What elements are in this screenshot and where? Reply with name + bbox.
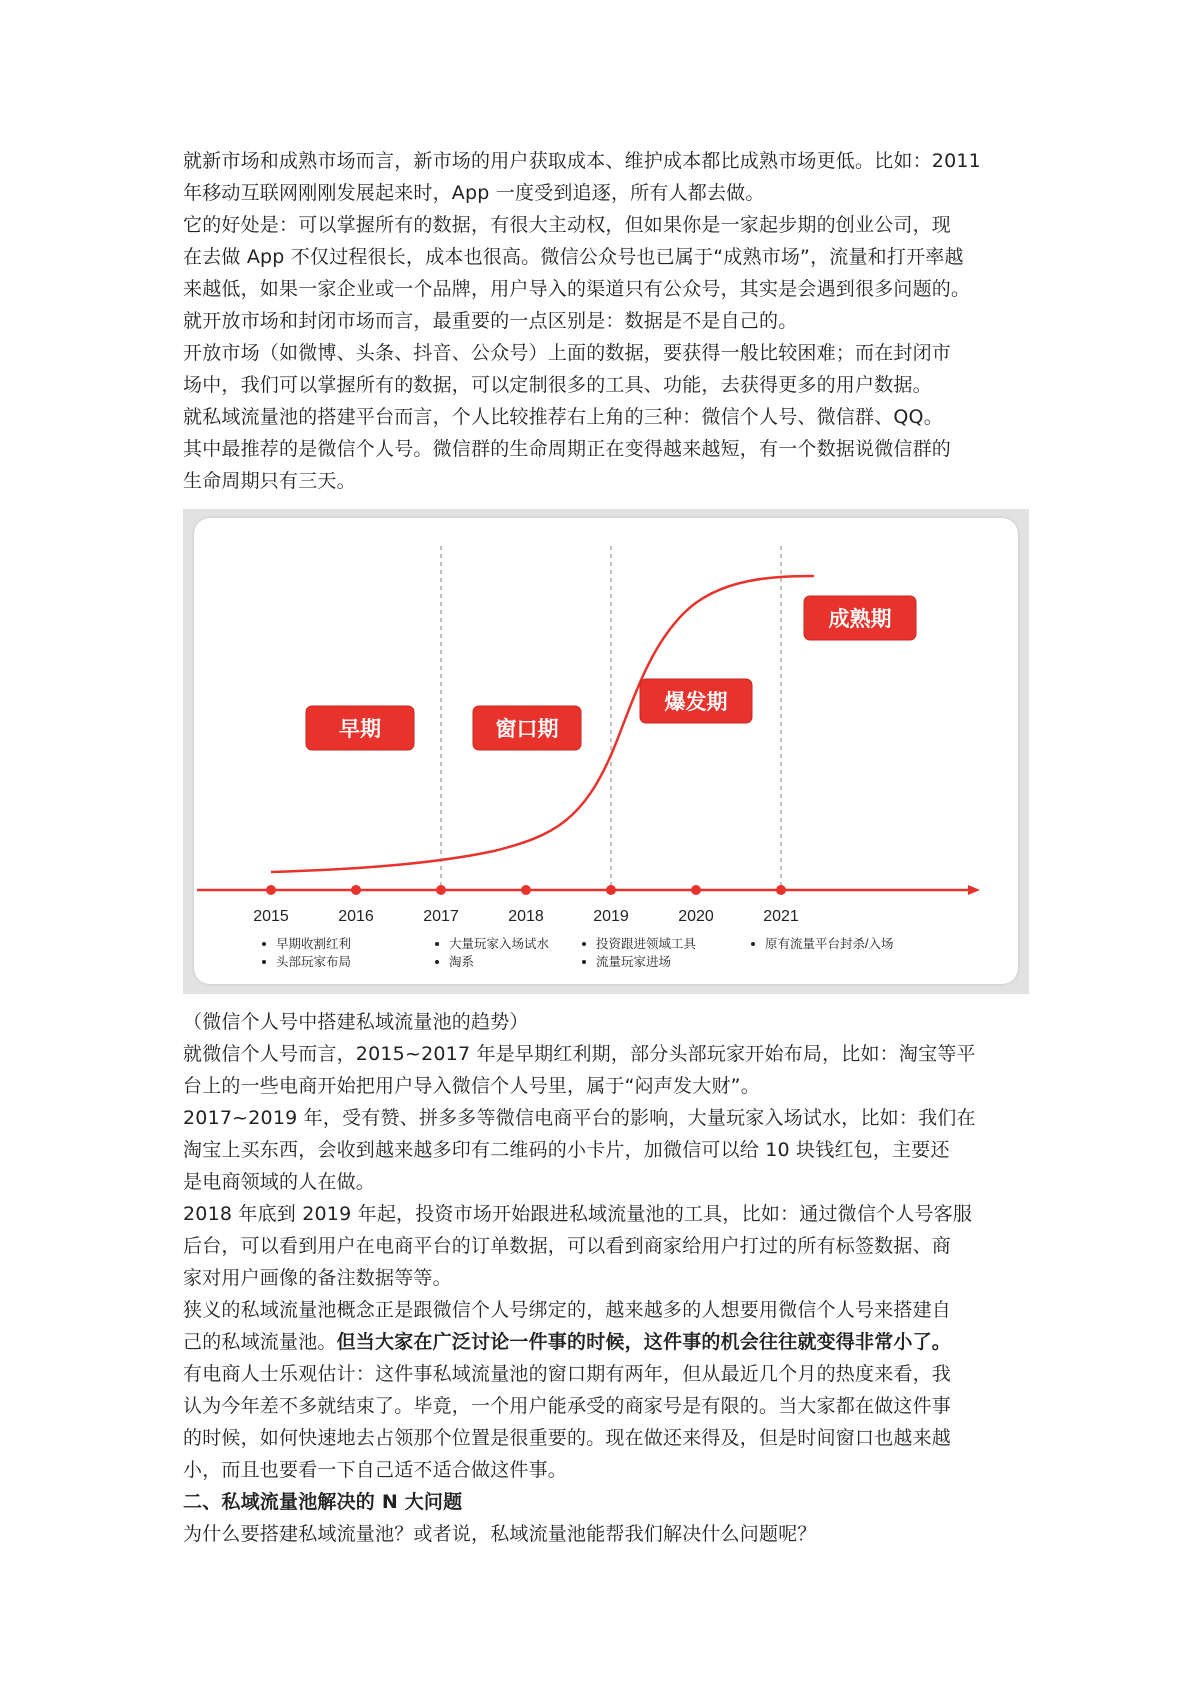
note-bullet: [582, 960, 586, 964]
note-item: 早期收割红利: [276, 937, 352, 951]
year-label: 2021: [763, 908, 799, 925]
year-marker: [266, 885, 276, 895]
note-bullet: [435, 960, 439, 964]
note-bullet: [751, 942, 755, 946]
paragraph-line: 就私域流量池的搭建平台而言，个人比较推荐右上角的三种：微信个人号、微信群、QQ。: [183, 406, 943, 428]
paragraph-line: 年移动互联网刚刚发展起来时，App 一度受到追逐，所有人都去做。: [183, 182, 765, 204]
paragraph-line: 为什么要搭建私域流量池？或者说，私域流量池能帮我们解决什么问题呢？: [183, 1523, 817, 1545]
phase-label: 窗口期: [495, 718, 559, 741]
note-item: 淘系: [449, 955, 475, 969]
figure-caption: （微信个人号中搭建私域流量池的趋势）: [183, 1011, 529, 1033]
note-bullet: [262, 960, 266, 964]
paragraph-line: 开放市场（如微博、头条、抖音、公众号）上面的数据，要获得一般比较困难；而在封闭市: [183, 342, 952, 364]
paragraph-line: 生命周期只有三天。: [183, 470, 356, 492]
year-marker: [776, 885, 786, 895]
paragraph-line: 的时候，如何快速地去占领那个位置是很重要的。现在做还来得及，但是时间窗口也越来越: [183, 1427, 952, 1449]
year-marker: [351, 885, 361, 895]
year-marker: [691, 885, 701, 895]
year-label: 2019: [593, 908, 629, 925]
paragraph-line: 家对用户画像的备注数据等等。: [183, 1267, 452, 1289]
year-marker: [436, 885, 446, 895]
paragraph-line: 有电商人士乐观估计：这件事私域流量池的窗口期有两年，但从最近几个月的热度来看，我: [183, 1363, 952, 1385]
year-label: 2020: [678, 908, 714, 925]
normal-text: 己的私域流量池。: [183, 1331, 337, 1353]
note-bullet: [582, 942, 586, 946]
phase-label: 爆发期: [664, 691, 728, 714]
year-marker: [606, 885, 616, 895]
note-bullet: [435, 942, 439, 946]
paragraph-line: 狭义的私域流量池概念正是跟微信个人号绑定的，越来越多的人想要用微信个人号来搭建自: [183, 1299, 952, 1321]
paragraph-line: 小，而且也要看一下自己适不适合做这件事。: [183, 1459, 568, 1481]
note-item: 原有流量平台封杀/入场: [765, 937, 894, 951]
paragraph-line: 来越低，如果一家企业或一个品牌，用户导入的渠道只有公众号，其实是会遇到很多问题的。: [183, 278, 971, 300]
paragraph-line: 在去做 App 不仅过程很长，成本也很高。微信公众号也已属于“成熟市场”，流量和打开率越: [183, 246, 964, 268]
note-item: 流量玩家进场: [596, 955, 672, 969]
note-item: 投资跟进领域工具: [596, 937, 697, 951]
trend-chart-card: [194, 518, 1018, 984]
paragraph-line: 台上的一些电商开始把用户导入微信个人号里，属于“闷声发大财”。: [183, 1075, 760, 1097]
paragraph-line: 后台，可以看到用户在电商平台的订单数据，可以看到商家给用户打过的所有标签数据、商: [183, 1235, 952, 1257]
paragraph-line: 就微信个人号而言，2015~2017 年是早期红利期，部分头部玩家开始布局，比如：淘宝等平: [183, 1043, 976, 1065]
section-heading: 二、私域流量池解决的 N 大问题: [183, 1491, 463, 1513]
paragraph-line: 2017~2019 年，受有赞、拼多多等微信电商平台的影响，大量玩家入场试水，比如：我们在: [183, 1107, 976, 1129]
year-label: 2016: [338, 908, 374, 925]
paragraph-line: 其中最推荐的是微信个人号。微信群的生命周期正在变得越来越短，有一个数据说微信群的: [183, 438, 952, 460]
paragraph-line-mixed: [183, 1326, 1028, 1358]
axis-arrow: [968, 885, 980, 895]
phase-label: 成熟期: [828, 608, 892, 631]
bold-emphasis: 但当大家在广泛讨论一件事的时候，这件事的机会往往就变得非常小了。: [336, 1331, 952, 1353]
paragraph-line: 2018 年底到 2019 年起，投资市场开始跟进私域流量池的工具，比如：通过微信个人号客服: [183, 1203, 973, 1225]
year-label: 2015: [253, 908, 289, 925]
note-item: 大量玩家入场试水: [449, 937, 550, 951]
paragraph-line: 它的好处是：可以掌握所有的数据，有很大主动权，但如果你是一家起步期的创业公司，现: [183, 214, 952, 236]
note-bullet: [262, 942, 266, 946]
year-marker: [521, 885, 531, 895]
year-label: 2018: [508, 908, 544, 925]
paragraph-line: 就开放市场和封闭市场而言，最重要的一点区别是：数据是不是自己的。: [183, 310, 798, 332]
paragraph-line: 就新市场和成熟市场而言，新市场的用户获取成本、维护成本都比成熟市场更低。比如：2011: [183, 150, 981, 172]
phase-label: 早期: [339, 718, 381, 741]
paragraph-line: 场中，我们可以掌握所有的数据，可以定制很多的工具、功能，去获得更多的用户数据。: [183, 374, 932, 396]
paragraph-line: 是电商领域的人在做。: [183, 1171, 376, 1193]
paragraph-line: 淘宝上买东西，会收到越来越多印有二维码的小卡片，加微信可以给 10 块钱红包，主要还: [183, 1139, 950, 1161]
paragraph-line: 认为今年差不多就结束了。毕竟，一个用户能承受的商家号是有限的。当大家都在做这件事: [183, 1395, 952, 1417]
note-item: 头部玩家布局: [276, 955, 352, 969]
year-label: 2017: [423, 908, 459, 925]
trend-figure: [183, 509, 1029, 994]
trend-chart: [194, 518, 1018, 984]
